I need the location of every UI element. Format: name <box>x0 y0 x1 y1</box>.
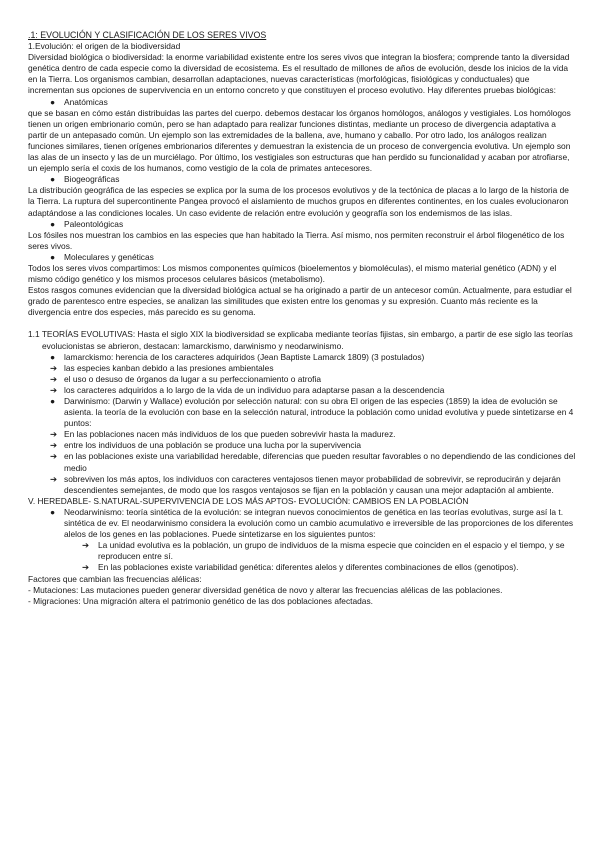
document-title: .1: EVOLUCIÓN Y CLASIFICACIÓN DE LOS SERES VIVOS <box>28 30 267 40</box>
document-page <box>28 30 576 607</box>
list-item <box>28 363 576 374</box>
list-item-text: sobreviven los más aptos, los individuos con caracteres ventajosos tienen mayor probabilidad de sobrevivir, se reproducirán y dejarán descendientes semejantes, de modo que los rasgos ventajosos se fijan en la población y causan una mejor adaptación al ambiente. <box>64 473 561 495</box>
bullet-icon: ● <box>50 506 56 517</box>
list-item <box>28 374 576 385</box>
paragraph-biogeograficas: La distribución geográfica de las especies se explica por la suma de los procesos evolutivos y de la tectónica de placas a lo largo de la historia de la Tierra. La ruptura del supercontinente Pangea provocó el aislamiento de muchos grupos en diferentes continentes, en los cuales evolucionaron adaptándose a las condiciones locales. Un caso evidente de relación entre evolución y geografía son los endemismos de las islas. <box>28 185 569 218</box>
arrow-icon: ➔ <box>50 384 58 395</box>
bullet-label: Anatómicas <box>64 96 108 107</box>
bullet-label: Moleculares y genéticas <box>64 251 154 262</box>
arrow-icon: ➔ <box>50 362 58 373</box>
paragraph-paleontologicas: Los fósiles nos muestran los cambios en las especies que han habitado la Tierra. Así mismo, nos permiten reconstruir el árbol filogenético de los seres vivos. <box>28 229 565 251</box>
list-item-text: en las poblaciones existe una variabilidad heredable, diferencias que pueden resultar favorables o no dependiendo de las condiciones del medio <box>64 451 576 473</box>
bullet-icon: ● <box>50 396 56 406</box>
arrow-icon: ➔ <box>50 373 58 384</box>
arrow-icon: ➔ <box>82 562 90 573</box>
paragraph-biodiversidad: Diversidad biológica o biodiversidad: la enorme variabilidad existente entre los seres vivos que integran la biosfera; comprende tanto la diversidad genética dentro de cada especie como la diversidad de ecosistema. Es el resultado de millones de años de evolución, desde los inicios de la vida en la Tierra. Los organismos cambian, desarrollan adaptaciones, nuevas características (morfológicas, fisiológicas y conductuales) que incrementan sus opciones de supervivencia en un entorno concreto y que constituyen el proceso evolutivo. Hay diferentes pruebas biológicas: <box>28 52 570 96</box>
section-heading-evolucion: 1.Evolución: el origen de la biodiversidad <box>28 41 181 52</box>
list-item <box>28 540 576 562</box>
bullet-moleculares <box>28 252 576 263</box>
bullet-lamarckismo <box>28 352 576 363</box>
bullet-text: Darwinismo: (Darwin y Wallace) evolución por selección natural: con su obra El origen de las especies (1859) la idea de evolución se asienta. la teoría de la evolución con base en la selección natural, introduce la población como unidad evolutiva y puede sintetizarse en 4 puntos: <box>64 396 574 429</box>
arrow-icon: ➔ <box>82 540 90 551</box>
arrow-icon: ➔ <box>50 473 58 484</box>
bullet-text: Neodarwinismo: teoría sintética de la evolución: se integran nuevos conocimientos de genética en las teorías evolutivas, surge así la t. sintética de ev. El neodarwinismo considera la evolución como un cambio acumulativo e irreversible de las proporciones de los diferentes alelos de los genes en las poblaciones. Puede sintetizarse en los siguientes puntos: <box>64 506 574 540</box>
bullet-darwinismo <box>28 396 576 429</box>
bullet-neodarwinismo <box>28 507 576 540</box>
paragraph-moleculares-2: Estos rasgos comunes evidencian que la diversidad biológica actual se ha originado a partir de un antecesor común. Actualmente, para estudiar el grado de parentesco entre especies, se analizan las similitudes que existen entre los genomas y su expresión. Cuanto más reciente es la divergencia entre dos especies, más parecido es su genoma. <box>28 285 572 318</box>
bullet-icon: ● <box>50 251 56 262</box>
bullet-icon: ● <box>50 174 56 185</box>
paragraph-anatomicas: que se basan en cómo están distribuidas las partes del cuerpo. debemos destacar los órganos homólogos, análogos y vestigiales. Los homólogos tienen un origen embrionario común, pero se han adaptado para realizar funciones distintas, mediante un proceso de divergencia adaptativa a partir de un antepasado común. Un ejemplo son las extremidades de la ballena, ave, humano y caballo. Por otro lado, los análogos realizan funciones similares, tienen orígenes embrionarios diferentes y demuestran la existencia de un proceso de convergencia evolutiva. Un ejemplo son las alas de un insecto y las de un murciélago. Por último, los vestigiales son estructuras que han perdido su funcionalidad y acaban por atrofiarse, un ejemplo sería el coxis de los humanos, como vestigio de la cola de primates antecesores. <box>28 107 571 174</box>
paragraph-mutaciones: - Mutaciones: Las mutaciones pueden generar diversidad genética de novo y alterar las frecuencias alélicas de las poblaciones. <box>28 584 503 595</box>
bullet-icon: ● <box>50 351 56 362</box>
bullet-label: Paleontológicas <box>64 218 124 229</box>
list-item <box>28 440 576 451</box>
paragraph-teorias: 1.1 TEORÍAS EVOLUTIVAS: Hasta el siglo XIX la biodiversidad se explicaba mediante teorías fijistas, sin embargo, a partir de ese siglo las teorías evolucionistas se abrieron, destacan: lamarckismo, darwinismo y neodarwinismo. <box>28 329 573 351</box>
bullet-label: Biogeográficas <box>64 174 120 185</box>
paragraph-moleculares-1: Todos los seres vivos compartimos: Los mismos componentes químicos (bioelementos y biomoléculas), el mismo material genético (ADN) y el mismo código genético y los mismos procesos celulares básicos (metabolismo). <box>28 262 557 285</box>
factores-heading: Factores que cambian las frecuencias alélicas: <box>28 573 202 584</box>
arrow-icon: ➔ <box>50 429 58 440</box>
list-item-text: los caracteres adquiridos a lo largo de la vida de un individuo para adaptarse pasan a la descendencia <box>64 384 445 395</box>
list-item <box>28 474 576 496</box>
list-item-text: En las poblaciones nacen más individuos de los que pueden sobrevivir hasta la madurez. <box>64 429 396 440</box>
list-item-text: el uso o desuso de órganos da lugar a su perfeccionamiento o atrofia <box>64 373 321 384</box>
spacer <box>28 318 576 329</box>
list-item-text: entre los individuos de una población se produce una lucha por la supervivencia <box>64 440 362 451</box>
bullet-biogeograficas <box>28 174 576 185</box>
bullet-text: lamarckismo: herencia de los caracteres adquiridos (Jean Baptiste Lamarck 1809) (3 postulados) <box>64 351 425 362</box>
list-item <box>28 451 576 473</box>
list-item-text: En las poblaciones existe variabilidad genética: diferentes alelos y diferentes combinaciones de ellos (genotipos). <box>98 562 519 573</box>
bullet-icon: ● <box>50 218 56 229</box>
paragraph-migraciones: - Migraciones: Una migración altera el patrimonio genético de las dos poblaciones afectadas. <box>28 595 373 606</box>
list-item-text: las especies kanban debido a las presiones ambientales <box>64 362 274 373</box>
arrow-icon: ➔ <box>50 440 58 451</box>
list-item-text: La unidad evolutiva es la población, un grupo de individuos de la misma especie que coinciden en el espacio y el tiempo, y se reproducen entre sí. <box>98 540 565 562</box>
bullet-icon: ● <box>50 96 56 107</box>
list-item <box>28 385 576 396</box>
bullet-paleontologicas <box>28 219 576 230</box>
list-item <box>28 429 576 440</box>
arrow-icon: ➔ <box>50 451 58 462</box>
list-item <box>28 562 576 573</box>
summary-line: V. HEREDABLE- S.NATURAL-SUPERVIVENCIA DE LOS MÁS APTOS- EVOLUCIÓN: CAMBIOS EN LA POBLACIÓN <box>28 495 469 506</box>
bullet-anatomicas <box>28 97 576 108</box>
